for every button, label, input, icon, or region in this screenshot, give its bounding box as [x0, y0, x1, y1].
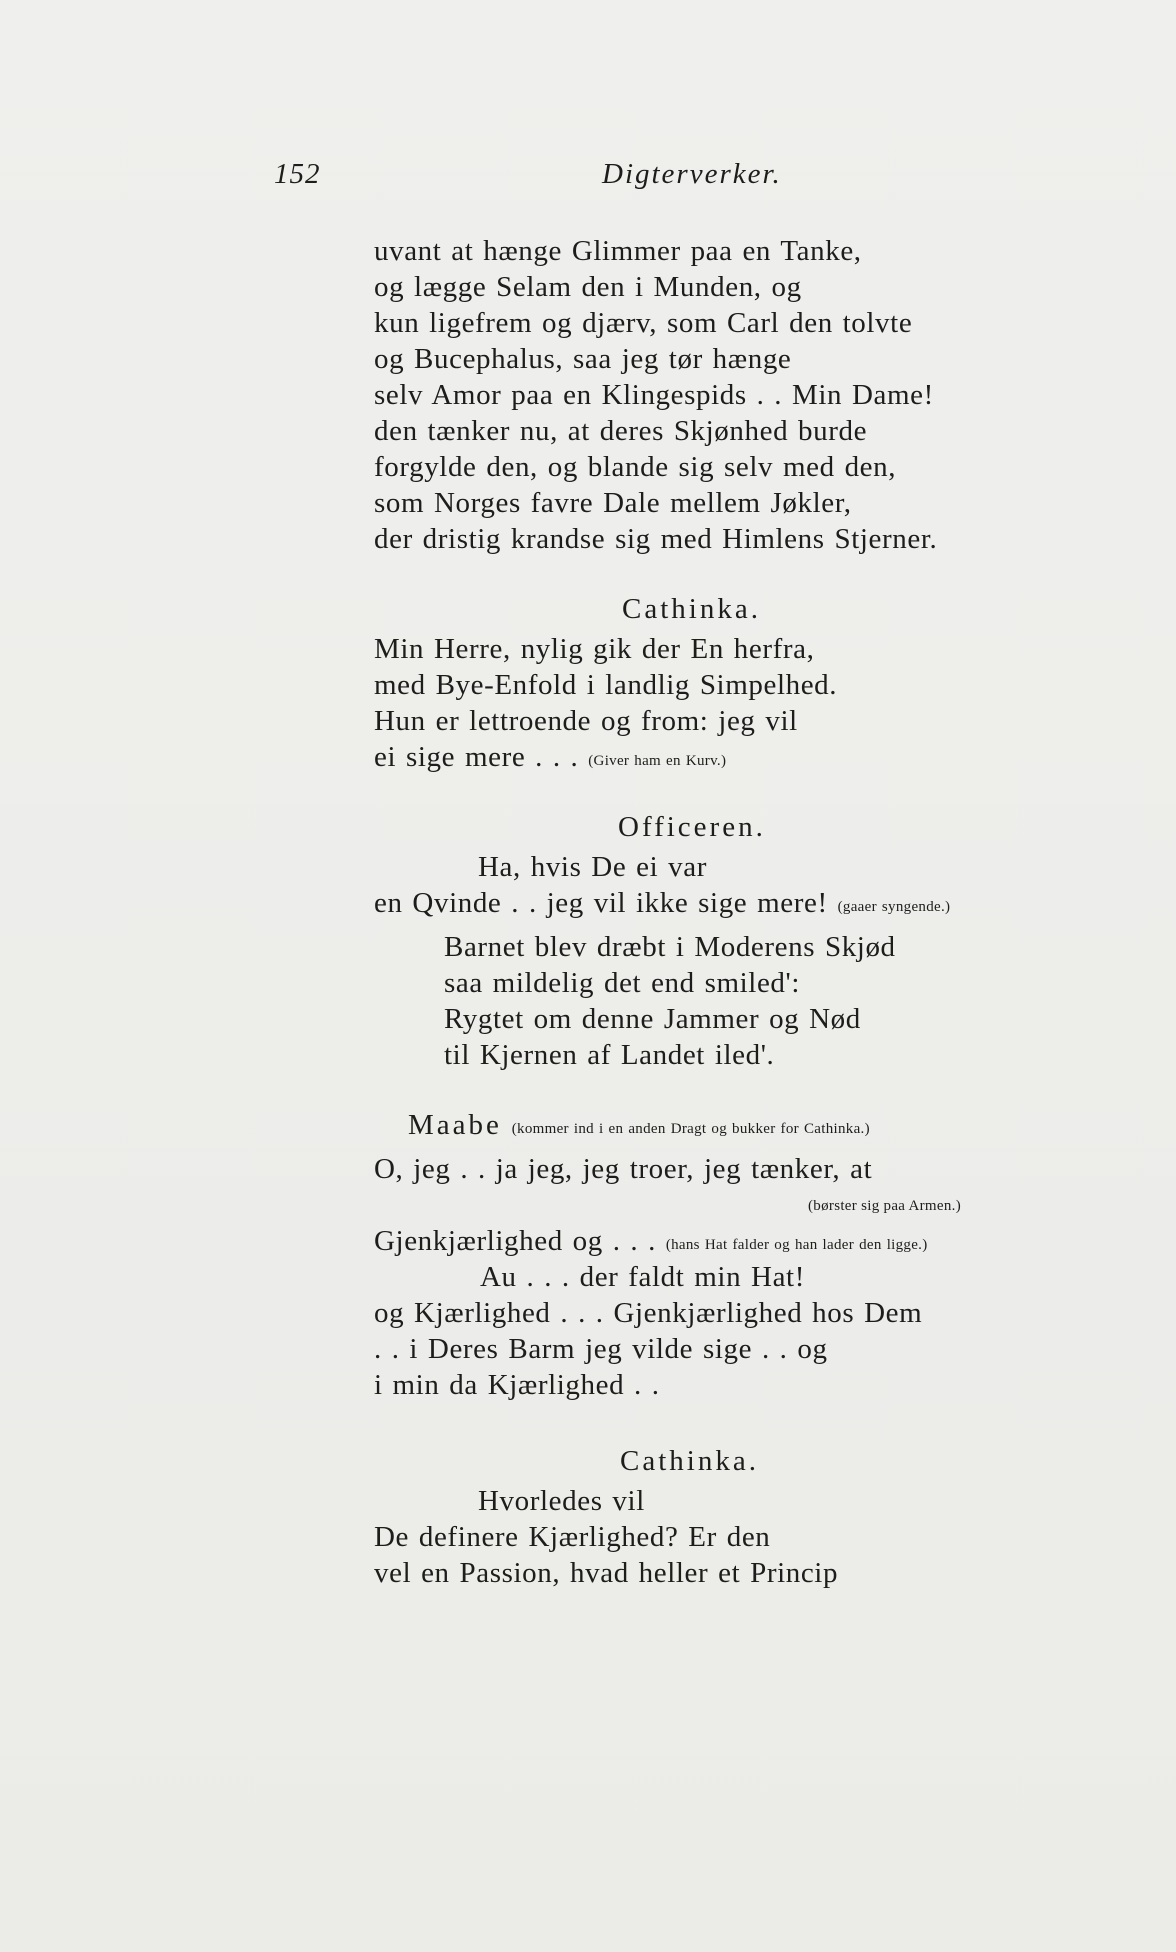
verse-line [374, 885, 950, 925]
verse-line: Hun er lettroende og from: jeg vil [374, 705, 798, 737]
verse-line: De definere Kjærlighed? Er den [374, 1521, 771, 1553]
verse-line: vel en Passion, hvad heller et Princip [374, 1557, 839, 1589]
speaker-name: Cathinka. [622, 593, 761, 625]
verse-line: i min da Kjærlighed . . [374, 1369, 660, 1401]
stage-direction: (gaaer syngende.) [837, 899, 951, 915]
song-line: til Kjernen af Landet iled'. [444, 1039, 775, 1071]
verse-text-span: ei sige mere . . . [374, 741, 579, 773]
song-line: Barnet blev dræbt i Moderens Skjød [444, 931, 896, 963]
stage-direction: (Giver ham en Kurv.) [588, 753, 727, 769]
verse-line: som Norges favre Dale mellem Jøkler, [374, 487, 852, 519]
running-head [0, 158, 1176, 198]
verse-line: uvant at hænge Glimmer paa en Tanke, [374, 235, 862, 267]
verse-line: Ha, hvis De ei var [478, 851, 707, 883]
verse-line: med Bye-Enfold i landlig Simpelhed. [374, 669, 838, 701]
book-title: Digterverker. [602, 158, 782, 190]
stage-direction: (børster sig paa Armen.) [808, 1198, 961, 1214]
verse-line: O, jeg . . ja jeg, jeg troer, jeg tænker, at [374, 1153, 873, 1185]
page-number: 152 [274, 158, 321, 190]
verse-line: der dristig krandse sig med Himlens Stjerner. [374, 523, 938, 555]
verse-line: og Kjærlighed . . . Gjenkjærlighed hos Dem [374, 1297, 923, 1329]
speaker-name: Maabe [408, 1109, 502, 1141]
stage-direction: (kommer ind i en anden Dragt og bukker for Cathinka.) [511, 1121, 870, 1137]
verse-line: kun ligefrem og djærv, som Carl den tolvte [374, 307, 913, 339]
speaker-name: Officeren. [618, 811, 766, 843]
speaker-name: Cathinka. [620, 1445, 759, 1477]
verse-text-span: en Qvinde . . jeg vil ikke sige mere! [374, 887, 828, 919]
verse-line [374, 1223, 928, 1263]
stage-direction: (hans Hat falder og han lader den ligge.) [665, 1237, 928, 1253]
verse-line: . . i Deres Barm jeg vilde sige . . og [374, 1333, 828, 1365]
song-line: saa mildelig det end smiled': [444, 967, 800, 999]
verse-line: Au . . . der faldt min Hat! [480, 1261, 805, 1293]
song-line: Rygtet om denne Jammer og Nød [444, 1003, 861, 1035]
verse-line: Hvorledes vil [478, 1485, 645, 1517]
speaker-line [408, 1107, 870, 1147]
verse-line: og Bucephalus, saa jeg tør hænge [374, 343, 792, 375]
verse-line: den tænker nu, at deres Skjønhed burde [374, 415, 868, 447]
verse-line: selv Amor paa en Klingespids . . Min Dame! [374, 379, 934, 411]
verse-line: Min Herre, nylig gik der En herfra, [374, 633, 815, 665]
verse-text-span: Gjenkjærlighed og . . . [374, 1225, 656, 1257]
verse-line: forgylde den, og blande sig selv med den, [374, 451, 897, 483]
verse-line: og lægge Selam den i Munden, og [374, 271, 802, 303]
verse-line [374, 739, 726, 779]
